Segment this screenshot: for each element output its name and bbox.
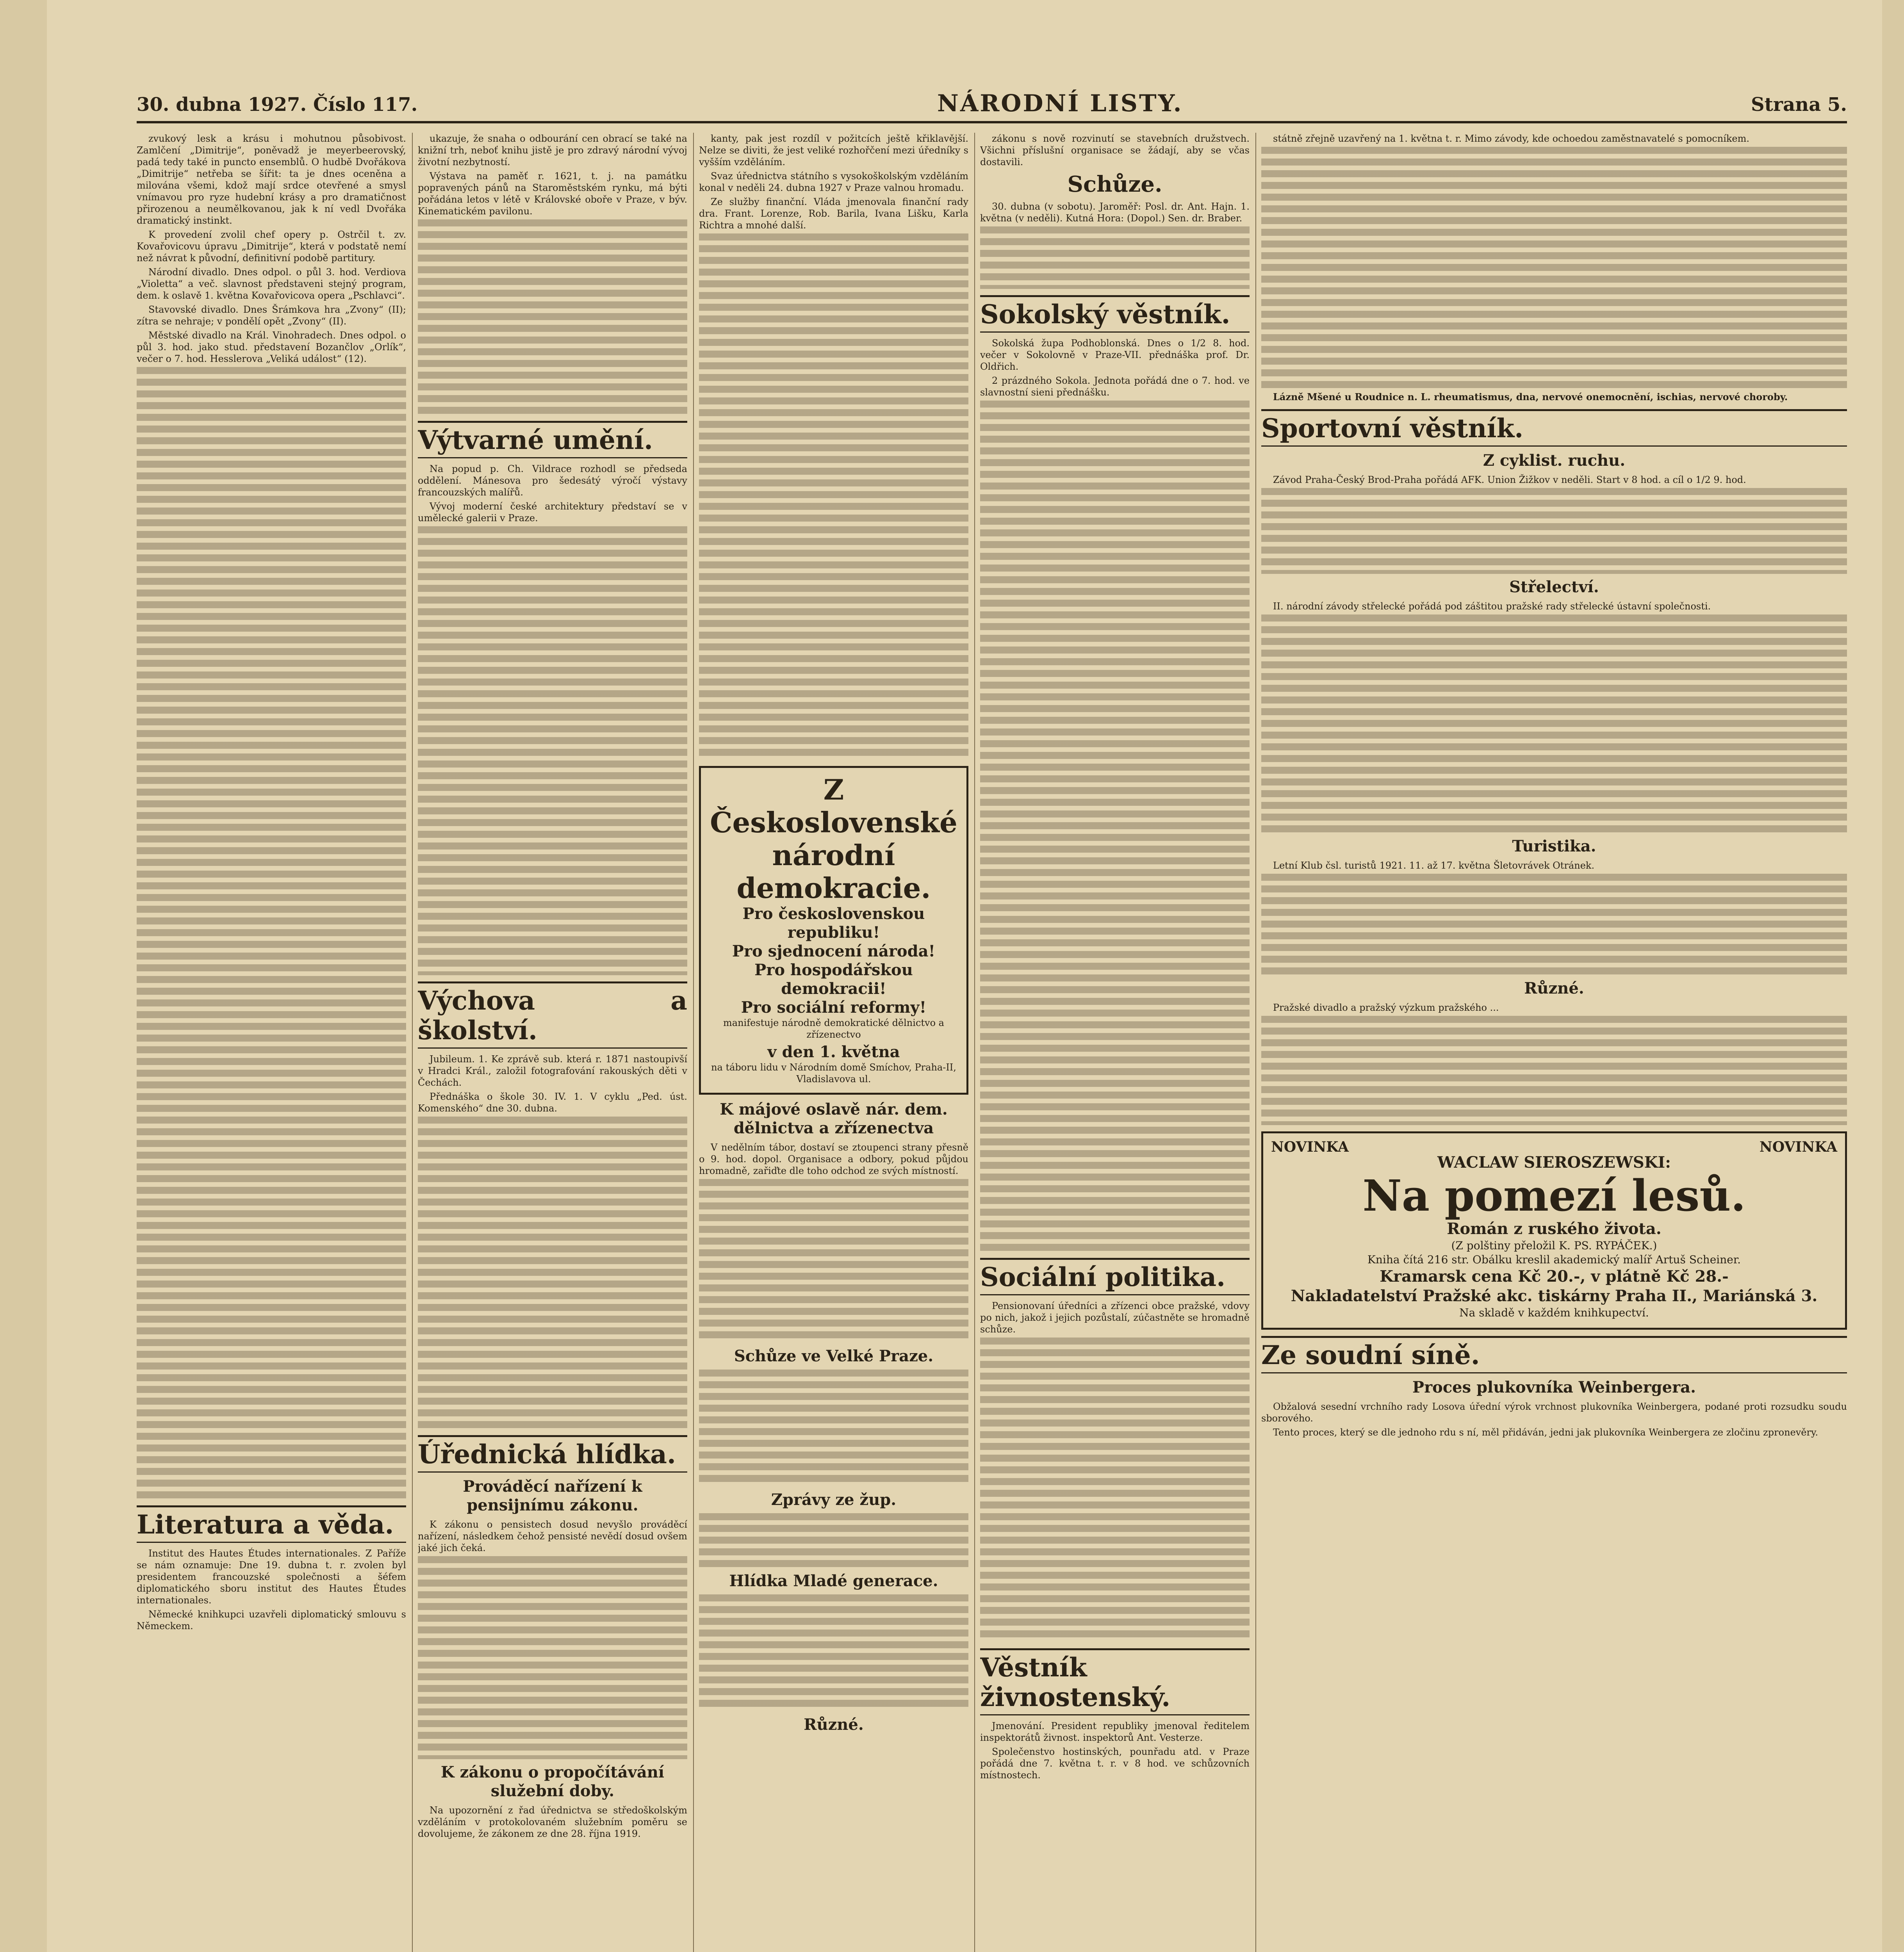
column-text-block — [699, 1370, 968, 1487]
subheading: K májové oslavě nár. dem. dělnictva a zřízenectva — [720, 1100, 948, 1137]
box-title: Z Československé národní demokracie. — [710, 773, 957, 905]
column-text-block — [1261, 488, 1847, 574]
section-heading-trade: Věstník živnostenský. — [980, 1648, 1250, 1715]
ad-subtitle: Román z ruského života. — [1447, 1220, 1662, 1238]
column-5 — [1261, 133, 1847, 1952]
subheading-young-gen: Hlídka Mladé generace. — [729, 1572, 938, 1590]
article-paragraph: Na upozornění z řad úřednictva se středoškolským vzděláním v protokolovaném služebním poměru se dovolujeme, že zákonem ze dne 28. října 1919. — [418, 1805, 687, 1839]
article-paragraph: Svaz úřednictva státního s vysokoškolským vzděláním konal v neděli 24. dubna 1927 v Praze valnou hromadu. — [699, 171, 968, 193]
ad-description: Kniha čítá 216 str. Obálku kreslil akademický malíř Artuš Scheiner. — [1367, 1253, 1741, 1266]
article-paragraph: Jubileum. 1. Ke zprávě sub. která r. 1871 nastoupivší v Hradci Král., založil fotografování rakouských děti v Čechách. — [418, 1054, 687, 1088]
ad-novinka-label: NOVINKA — [1759, 1139, 1837, 1155]
article-paragraph: Letní Klub čsl. turistů 1921. 11. až 17. května Šletovrávek Otránek. — [1273, 860, 1595, 871]
book-advertisement — [1261, 1131, 1847, 1330]
box-date: v den 1. května — [767, 1043, 900, 1061]
ad-top-row — [1271, 1141, 1837, 1153]
column-text-block — [1261, 874, 1847, 975]
section-heading-meetings: Schůze. — [1067, 171, 1162, 197]
box-slogan: Pro sjednocení národa! — [732, 942, 936, 960]
article-paragraph: Ze služby finanční. Vláda jmenovala finanční rady dra. Frant. Lorenze, Rob. Barila, Ivana Lišku, Karla Richtra a mnohé další. — [699, 196, 968, 231]
column-text-block — [418, 526, 687, 975]
section-heading-court: Ze soudní síně. — [1261, 1336, 1847, 1373]
column-text-block — [980, 226, 1250, 289]
ad-price: Kramarsk cena Kč 20.-, v plátně Kč 28.- — [1380, 1267, 1729, 1286]
article-paragraph: Na popud p. Ch. Vildrace rozhodl se předseda oddělení. Mánesova pro šedesátý výročí výstavy francouzských malířů. — [418, 463, 687, 498]
column-text-block — [699, 1179, 968, 1343]
subheading: K zákonu o propočítávání služební doby. — [440, 1763, 665, 1800]
article-paragraph: Přednáška o škole 30. IV. 1. V cyklu „Ped. úst. Komenského“ dne 30. dubna. — [418, 1091, 687, 1114]
box-slogan: Pro hospodářskou demokracii! — [754, 961, 913, 998]
column-text-block — [137, 367, 406, 1499]
masthead-title: NÁRODNÍ LISTY. — [937, 90, 1183, 117]
article-paragraph: Sokolská župa Podhoblonská. Dnes o 1/2 8. hod. večer v Sokolovně v Praze-VII. přednáška prof. Dr. Oldřich. — [980, 338, 1250, 372]
article-paragraph: 2 prázdného Sokola. Jednota pořádá dne o 7. hod. ve slavnostní sieni přednášku. — [980, 375, 1250, 398]
ad-novinka-label: NOVINKA — [1271, 1139, 1349, 1155]
section-heading-literature: Literatura a věda. — [137, 1505, 406, 1543]
column-text-block — [418, 219, 687, 415]
subheading: Z cyklist. ruchu. — [1483, 451, 1626, 470]
ad-book-title: Na pomezí lesů. — [1362, 1170, 1746, 1221]
ad-stock: Na skladě v každém knihkupectví. — [1459, 1306, 1649, 1319]
article-paragraph: Obžalová sesední vrchního rady Losova úřední výrok vrchnost plukovníka Weinbergera, podané proti rozsudku soudu sborového. — [1261, 1401, 1847, 1424]
column-divider — [693, 133, 694, 1952]
article-paragraph: Pražské divadlo a pražský výzkum pražského ... — [1273, 1002, 1499, 1013]
article-paragraph: Německé knihkupci uzavřeli diplomatický smlouvu s Německem. — [137, 1609, 406, 1631]
section-heading-office: Úřednická hlídka. — [418, 1435, 687, 1473]
issue-date: 30. dubna 1927. Číslo 117. — [137, 94, 418, 116]
subheading: Turistika. — [1512, 837, 1596, 855]
column-text-block — [1261, 614, 1847, 833]
column-2 — [418, 133, 687, 1952]
article-paragraph: Stavovské divadlo. Dnes Šrámkova hra „Zvony“ (II); zítra se nehraje; v pondělí opět „Zvony“ (II). — [137, 304, 406, 327]
article-paragraph: státně zřejně uzavřený na 1. května t. r. Mimo závody, kde ochoedou zaměstnavatelé s pomocníkem. — [1273, 133, 1750, 144]
section-heading-art: Výtvarné umění. — [418, 421, 687, 458]
column-4 — [980, 133, 1250, 1952]
column-text-block — [1261, 1016, 1847, 1125]
column-divider — [412, 133, 413, 1952]
column-text-block — [699, 1594, 968, 1712]
newspaper-page — [47, 0, 1882, 1952]
article-paragraph: Závod Praha-Český Brod-Praha pořádá AFK. Union Žižkov v neděli. Start v 8 hod. a cíl o 1/2 9. hod. — [1273, 474, 1746, 485]
subheading: Prováděcí nařízení k pensijnímu zákonu. — [463, 1477, 642, 1514]
section-heading-education: Výchova a školství. — [418, 981, 687, 1049]
article-paragraph: Jmenování. President republiky jmenoval ředitelem inspektorátů živnost. inspektorů Ant. Vesterze. — [980, 1720, 1250, 1743]
column-divider — [1255, 133, 1256, 1952]
article-paragraph: Národní divadlo. Dnes odpol. o půl 3. hod. Verdiova „Violetta“ a več. slavnost představeni stejný program, dem. k oslavě 1. května Kovařovicova opera „Pschlavci“. — [137, 267, 406, 301]
article-paragraph: K provedení zvolil chef opery p. Ostrčil t. zv. Kovařovicovu úpravu „Dimitrije“, která v podstatě nemí než návrat k původní, definitivní podobě partitury. — [137, 229, 406, 264]
subheading: Proces plukovníka Weinbergera. — [1412, 1378, 1696, 1396]
column-text-block — [1261, 147, 1847, 389]
box-slogan: Pro sociální reformy! — [741, 998, 927, 1017]
ad-author: WACLAW SIEROSZEWSKI: — [1437, 1153, 1671, 1172]
article-paragraph: Pensionovaní úředníci a zřízenci obce pražské, vdovy po nich, jakož i jejich pozůstalí, zúčastněte se hromadně schůze. — [980, 1300, 1250, 1335]
subheading-meetings: Schůze ve Velké Praze. — [734, 1347, 934, 1365]
article-paragraph: kanty, pak jest rozdíl v požitcích ještě křiklavější. Nelze se diviti, že jest veliké rozhořčení mezi úředníky s vyšším vzděláním. — [699, 133, 968, 167]
article-paragraph: Společenstvo hostinských, pounřadu atd. v Praze pořádá dne 7. května t. r. v 8 hod. ve schůzovních místnostech. — [980, 1746, 1250, 1781]
article-paragraph: K zákonu o pensistech dosud nevyšlo prováděcí nařízení, následkem čehož pensisté nevědí dosud ovšem jaké jich čeká. — [418, 1519, 687, 1553]
column-text-block — [980, 1338, 1250, 1642]
article-paragraph: Institut des Hautes Études internationales. Z Paříže se nám oznamuje: Dne 19. dubna t. r. zvolen byl presidentem francouzské společnosti a šéfem diplomatického sboru institut des Hautes Études internationales. — [137, 1548, 406, 1606]
article-paragraph: zvukový lesk a krásu i mohutnou působivost. Zamlčení „Dimitrije“, poněvadž je meyerbeerovský, padá tedy také in puncto ensemblů. O hudbě Dvořákova „Dimitrije“ netřeba se šířit: ta je dnes oceněna a milována všemi, kdož mají srdce otevřené a smysl vnímavou pro ryze hudební krásy a pro dramatičnost přirozenou a neumělkovanou, jak k ní vedl Dvořáka dramatický instinkt. — [137, 133, 406, 226]
box-text: na táboru lidu v Národním domě Smíchov, Praha-II, Vladislavova ul. — [711, 1062, 956, 1085]
column-text-block — [980, 401, 1250, 1252]
subheading: Střelectví. — [1509, 578, 1599, 596]
column-divider — [974, 133, 975, 1952]
article-paragraph: zákonu s nově rozvinutí se stavebních družstvech. Všichni příslušní organisace se žádají, aby se včas dostavili. — [980, 133, 1250, 167]
party-announcement-box — [699, 766, 968, 1095]
column-text-block — [418, 1556, 687, 1759]
spa-advert: Lázně Mšené u Roudnice n. L. rheumatismus, dna, nervové onemocnění, ischias, nervové choroby. — [1273, 391, 1788, 403]
subheading-misc: Různé. — [804, 1715, 864, 1734]
article-paragraph: Výstava na paměť r. 1621, t. j. na památku popravených pánů na Staroměstském rynku, má býti pořádána letos v létě v Královské oboře v Praze, v býv. Kinematickém pavilonu. — [418, 171, 687, 217]
subheading-regions: Zprávy ze žup. — [771, 1491, 897, 1509]
subheading: Různé. — [1524, 979, 1584, 997]
box-slogan: Pro československou republiku! — [742, 905, 925, 942]
column-1 — [137, 133, 406, 1952]
section-heading-sokol: Sokolský věstník. — [980, 295, 1250, 333]
column-text-block — [418, 1117, 687, 1429]
article-paragraph: Tento proces, který se dle jednoho rdu s ní, měl přidáván, jedni jak plukovníka Weinbergera ze zločinu zpronevěry. — [1273, 1427, 1818, 1438]
article-paragraph: ukazuje, že snaha o odbourání cen obrací se také na knižní trh, neboť knihu jistě je pro zdravý národní vývoj životní nezbytností. — [418, 133, 687, 167]
section-heading-social: Sociální politika. — [980, 1258, 1250, 1295]
article-paragraph: Vývoj moderní české architektury představí se v umělecké galerii v Praze. — [418, 501, 687, 524]
column-text-block — [699, 1513, 968, 1568]
article-paragraph: II. národní závody střelecké pořádá pod záštitou pražské rady střelecké ústavní společnosti. — [1273, 601, 1711, 612]
column-3 — [699, 133, 968, 1952]
column-text-block — [699, 233, 968, 760]
article-paragraph: V nedělním tábor, dostaví se ztoupenci strany přesně o 9. hod. dopol. Organisace a odbory, pokud půjdou hromadně, zařiďte dle toho odchod ze svých místností. — [699, 1142, 968, 1176]
section-heading-sport: Sportovní věstník. — [1261, 409, 1847, 447]
article-paragraph: Městské divadlo na Král. Vinohradech. Dnes odpol. o půl 3. hod. jako stud. představení Bozančlov „Orlík“, večer o 7. hod. Hesslerova „Veliká událost“ (12). — [137, 330, 406, 364]
page-header — [137, 90, 1847, 123]
page-number: Strana 5. — [1751, 94, 1847, 116]
ad-translator: (Z polštiny přeložil K. PS. RYPÁČEK.) — [1451, 1239, 1657, 1252]
ad-publisher: Nakladatelství Pražské akc. tiskárny Praha II., Mariánská 3. — [1291, 1287, 1818, 1305]
article-paragraph: 30. dubna (v sobotu). Jaroměř: Posl. dr. Ant. Hajn. 1. května (v neděli). Kutná Hora: (Dopol.) Sen. dr. Braber. — [980, 201, 1250, 224]
box-text: manifestuje národně demokratické dělnictvo a zřízenectvo — [723, 1017, 944, 1040]
